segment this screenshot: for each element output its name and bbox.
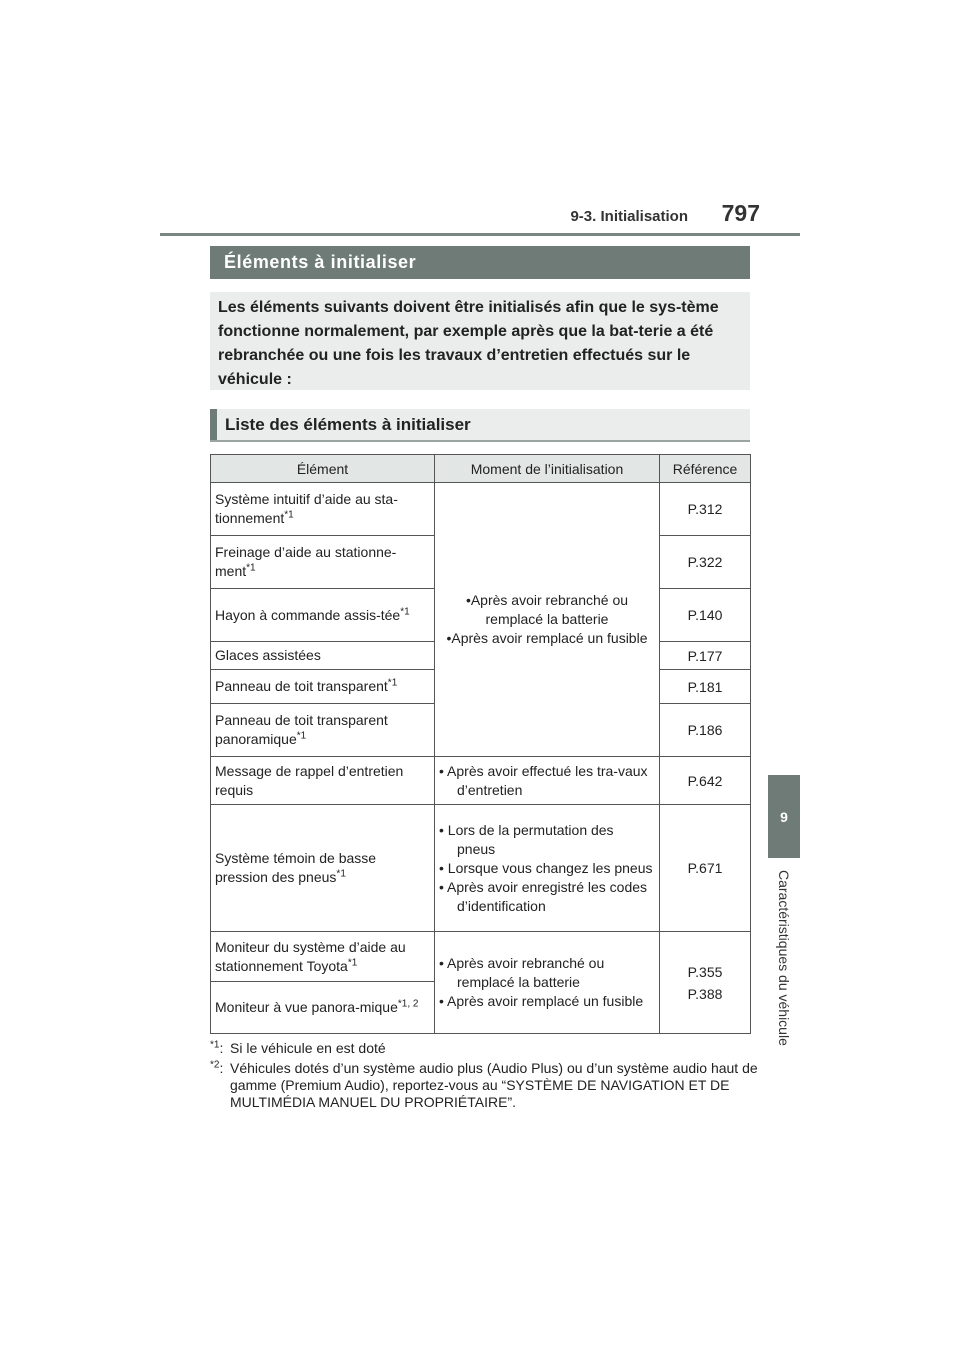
chapter-label-wrap xyxy=(768,870,800,1150)
table-row xyxy=(211,805,751,932)
moment-cell xyxy=(435,805,660,932)
reference-cell: P.322 xyxy=(660,536,751,589)
section-heading: 9-3. Initialisation xyxy=(570,208,688,225)
moment-line: • Lors de la permutation des pneus xyxy=(439,821,655,859)
moment-line: • Lorsque vous changez les pneus xyxy=(439,859,655,878)
reference-cell: P.186 xyxy=(660,704,751,757)
subsection-accent xyxy=(210,409,217,440)
moment-cell xyxy=(435,757,660,805)
footnotes xyxy=(210,1040,770,1114)
col-header-element: Élément xyxy=(211,455,435,483)
item-cell xyxy=(211,757,435,805)
intro-box xyxy=(210,292,750,390)
reference-cell: P.312 xyxy=(660,483,751,536)
table-header-row xyxy=(211,455,751,483)
moment-line: • Après avoir rebranché ou remplacé la batterie xyxy=(439,591,655,629)
footnote-ref: *1 xyxy=(387,677,398,689)
subsection-bar xyxy=(210,409,750,442)
reference-cell: P.177 xyxy=(660,642,751,670)
item-label: Moniteur à vue panora-mique xyxy=(215,999,398,1015)
reference-cell: P.642 xyxy=(660,757,751,805)
footnote-ref: *1 xyxy=(400,605,410,617)
moment-line: • Après avoir effectué les tra-vaux d’entretien xyxy=(439,762,655,800)
table-row xyxy=(211,757,751,805)
item-label: Panneau de toit transparent xyxy=(215,678,388,694)
footnote-text: Véhicules dotés d’un système audio plus (Audio Plus) ou d’un système audio haut de gamme (Premium Audio), reportez-vous au “SYSTÈME DE NAVIGATION ET DE MULTIMÉDIA MANUEL DU PROPRIÉTAIRE”. xyxy=(230,1060,758,1110)
moment-line: • Après avoir remplacé un fusible xyxy=(439,629,655,648)
item-cell xyxy=(211,704,435,757)
footnote xyxy=(210,1040,770,1057)
subsection-title: Liste des éléments à initialiser xyxy=(225,415,471,434)
item-label: Moniteur du système d’aide au stationnement Toyota xyxy=(215,938,406,974)
item-cell xyxy=(211,483,435,536)
chapter-number: 9 xyxy=(780,808,788,825)
moment-line: • Après avoir enregistré les codes d’identification xyxy=(439,878,655,916)
table-row xyxy=(211,483,751,536)
footnote-mark: $^{*2}$: xyxy=(210,1059,224,1076)
footnote-mark: $^{*1}$: xyxy=(210,1039,224,1056)
item-cell xyxy=(211,589,435,642)
footnote-ref: *1 xyxy=(246,562,256,574)
reference-cell: P.140 xyxy=(660,589,751,642)
page-number: 797 xyxy=(721,200,760,226)
item-cell xyxy=(211,805,435,932)
reference-cell: P.181 xyxy=(660,670,751,704)
reference-cell xyxy=(660,932,751,1034)
reference-value: P.388 xyxy=(687,985,723,1002)
footnote-mark-sup: *1 xyxy=(210,1039,220,1051)
table-row xyxy=(211,932,751,982)
footnote-ref: *1 xyxy=(336,868,346,880)
section-title: Éléments à initialiser xyxy=(224,252,417,272)
col-header-reference: Référence xyxy=(660,455,751,483)
intro-text: Les éléments suivants doivent être initialisés afin que le sys-tème fonctionne normalement, par exemple après que la bat-terie a été rebranchée ou une fois les travaux d’entretien effectués sur le véhicule : xyxy=(218,299,719,388)
item-label: Système intuitif d’aide au sta-tionnement xyxy=(215,491,398,526)
item-cell xyxy=(211,642,435,670)
item-cell xyxy=(211,670,435,704)
item-label: Message de rappel d’entretien requis xyxy=(215,762,404,798)
moment-line: • Après avoir rebranché ou remplacé la batterie xyxy=(439,954,655,992)
footnote-ref: *1 xyxy=(284,509,294,521)
moment-cell xyxy=(435,483,660,757)
footnote-mark-sup: *2 xyxy=(210,1059,220,1071)
item-cell xyxy=(211,536,435,589)
footnote-ref: *1 xyxy=(296,730,307,742)
item-cell xyxy=(211,932,435,982)
moment-cell xyxy=(435,932,660,1034)
footnote-ref: *1, 2 xyxy=(397,998,419,1010)
footnote xyxy=(210,1060,770,1111)
col-header-moment: Moment de l’initialisation xyxy=(435,455,660,483)
chapter-label: Caractéristiques du véhicule xyxy=(776,870,792,1046)
reference-cell: P.671 xyxy=(660,805,751,932)
moment-line: • Après avoir remplacé un fusible xyxy=(439,992,655,1011)
header-rule xyxy=(160,233,800,236)
item-label: Panneau de toit transparent panoramique xyxy=(215,712,388,747)
footnote-text: Si le véhicule en est doté xyxy=(230,1040,386,1056)
item-cell xyxy=(211,982,435,1034)
item-label: Hayon à commande assis-tée xyxy=(215,606,401,623)
item-label: Système témoin de basse pression des pneus xyxy=(215,850,377,885)
footnote-ref: *1 xyxy=(347,956,358,968)
reference-value: P.355 xyxy=(687,963,723,980)
chapter-tab[interactable] xyxy=(768,775,800,858)
init-table xyxy=(210,454,751,1034)
item-label: Freinage d’aide au stationne-ment xyxy=(215,544,397,579)
section-title-bar xyxy=(210,246,750,279)
item-label: Glaces assistées xyxy=(215,647,321,663)
